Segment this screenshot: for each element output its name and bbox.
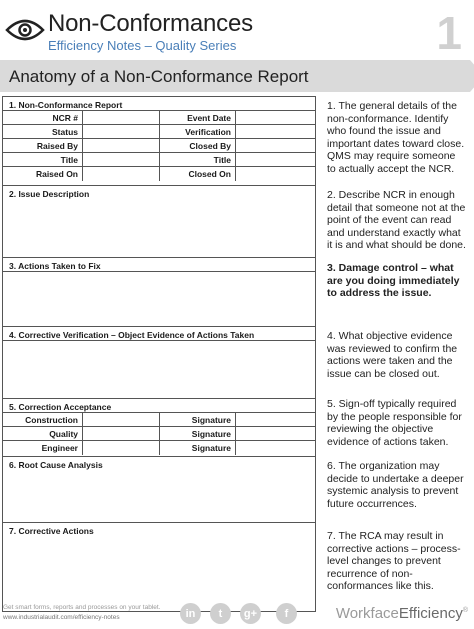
note-4: 4. What objective evidence was reviewed to confirm the actions were taken and the issue can be closed out. [327,330,458,380]
linkedin-icon[interactable]: in [180,603,201,624]
field-label: Raised By [3,139,83,152]
table-row [3,125,315,139]
section-title: 1. Non-Conformance Report [3,97,315,111]
section-correction-acceptance [3,399,315,457]
brand-logo [336,605,468,622]
field-value[interactable] [83,111,160,124]
section-banner [0,60,470,92]
field-label: Closed On [160,167,236,181]
eye-icon [5,18,45,42]
field-label: Quality [3,427,83,440]
field-value[interactable] [236,125,315,138]
field-label: Event Date [160,111,236,124]
note-6: 6. The organization may decide to undertake a deeper systemic analysis to prevent future occurrences. [327,460,464,510]
note-2: 2. Describe NCR in enough detail that someone not at the point of the event can read and understand exactly what it is and what should be done. [327,189,466,251]
field-label: Engineer [3,441,83,455]
section-title: 2. Issue Description [3,186,315,200]
field-label: Title [3,153,83,166]
field-value[interactable] [83,441,160,455]
note-7: 7. The RCA may result in corrective actions – process-level changes to prevent recurrence of non-conformances like this. [327,530,461,592]
section-title: 4. Corrective Verification – Object Evidence of Actions Taken [3,327,315,341]
signature-field[interactable] [236,413,315,426]
field-value[interactable] [83,139,160,152]
field-value[interactable] [83,125,160,138]
brand-bold: Efficiency [398,605,463,622]
signature-field[interactable] [236,427,315,440]
section-corrective-actions[interactable] [3,523,315,611]
table-row [3,167,315,181]
field-label: Signature [160,413,236,426]
section-title: 3. Actions Taken to Fix [3,258,315,272]
brand-light: Workface [335,605,399,622]
field-label: Signature [160,441,236,455]
footer-link[interactable]: www.industrialaudit.com/efficiency-notes [3,614,120,621]
field-label: Signature [160,427,236,440]
signature-field[interactable] [236,441,315,455]
table-row [3,427,315,441]
section-root-cause-analysis[interactable] [3,457,315,523]
field-label: NCR # [3,111,83,124]
field-label: Verification [160,125,236,138]
field-label: Title [160,153,236,166]
field-value[interactable] [236,111,315,124]
acceptance-grid [3,413,315,455]
section-title: 5. Correction Acceptance [3,399,315,413]
trademark: ® [462,607,468,614]
section-actions-taken[interactable] [3,258,315,327]
page-subtitle: Efficiency Notes – Quality Series [48,38,237,53]
facebook-icon[interactable]: f [276,603,297,624]
field-value[interactable] [236,153,315,166]
note-1: 1. The general details of the non-conformance. Identify who found the issue and important dates toward close. QMS may require someone to actually accept the NCR. [327,100,465,175]
twitter-icon[interactable]: t [210,603,231,624]
note-3: 3. Damage control – what are you doing immediately to address the issue. [327,262,460,299]
field-value[interactable] [83,153,160,166]
page-number: 1 [436,7,462,59]
header [0,0,474,58]
section-issue-description[interactable] [3,186,315,258]
note-5: 5. Sign-off typically required by the people responsible for reviewing the objective evidence of actions taken. [327,398,462,448]
field-value[interactable] [83,167,160,181]
field-label: Construction [3,413,83,426]
section-title: 6. Root Cause Analysis [3,457,315,471]
banner-title: Anatomy of a Non-Conformance Report [9,67,309,86]
section-ncr-details [3,97,315,186]
table-row [3,111,315,125]
table-row [3,153,315,167]
footer [0,600,474,629]
table-row [3,139,315,153]
section-corrective-verification[interactable] [3,327,315,399]
page-title: Non-Conformances [48,10,253,37]
details-grid [3,111,315,181]
field-label: Status [3,125,83,138]
section-title: 7. Corrective Actions [3,523,315,537]
table-row [3,413,315,427]
field-label: Closed By [160,139,236,152]
table-row [3,441,315,455]
field-value[interactable] [83,413,160,426]
google-plus-icon[interactable]: g+ [240,603,261,624]
field-value[interactable] [83,427,160,440]
ncr-form [2,96,316,612]
field-label: Raised On [3,167,83,181]
footer-tagline: Get smart forms, reports and processes on your tablet. [3,604,161,611]
field-value[interactable] [236,139,315,152]
field-value[interactable] [236,167,315,181]
